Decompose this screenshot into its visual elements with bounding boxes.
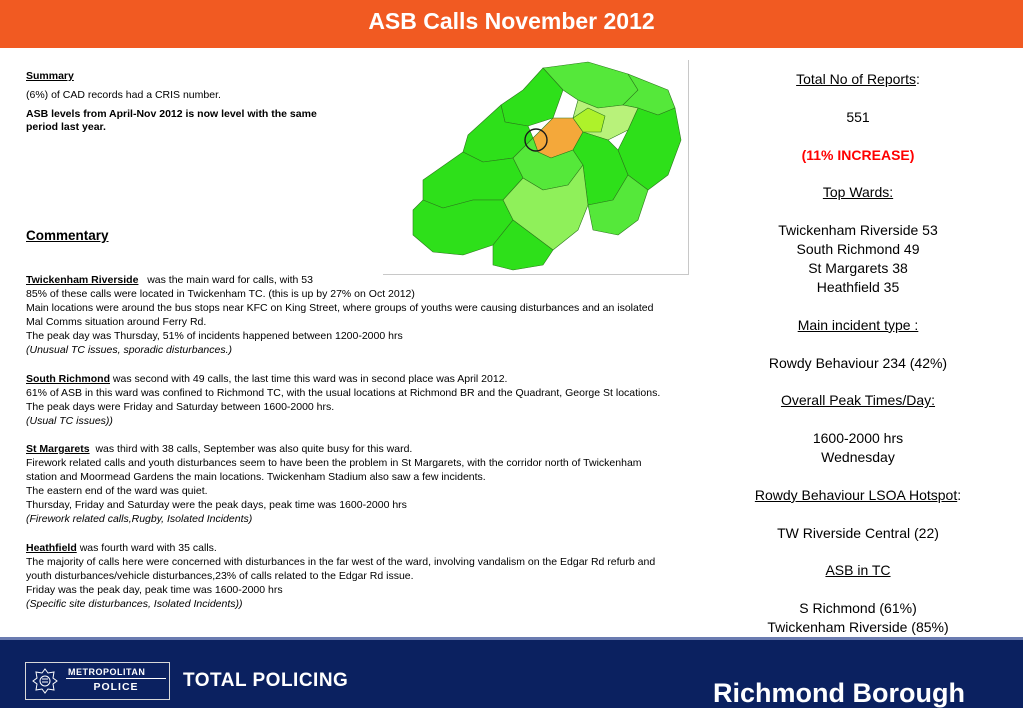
peak-time-value: 1600-2000 hrs [812,430,904,447]
hotspot-colon: : [957,486,962,503]
commentary-note: (Usual TC issues)) [26,414,113,427]
summary-asb-line: ASB levels from April-Nov 2012 is now level with the same period last year. [26,108,317,133]
logo-text-bottom: POLICE [93,681,139,693]
borough-name: Richmond Borough [713,678,965,708]
top-ward-item: Heathfield 35 [816,278,900,295]
peak-day-value: Wednesday [821,449,895,465]
commentary-section [26,273,746,625]
commentary-note: (Specific site disturbances, Isolated Incidents)) [26,597,243,610]
commentary-note: (Firework related calls,Rugby, Isolated Incidents) [26,513,253,526]
ward-name-south-richmond: South Richmond [26,372,110,385]
ward-map [383,60,689,275]
incident-type-label: Main incident type : [797,316,919,333]
summary-cris-line: (6%) of CAD records had a CRIS number. [26,89,221,101]
top-ward-item: St Margarets 38 [808,260,908,276]
summary-heading: Summary [26,70,74,82]
commentary-line: 85% of these calls were located in Twickenham TC. (this is up by 27% on Oct 2012) [26,288,415,301]
top-ward-item: Twickenham Riverside 53 [778,222,938,239]
hotspot-label: Rowdy Behaviour LSOA Hotspot [754,486,958,503]
hotspot-value: TW Riverside Central (22) [777,524,939,541]
commentary-south-richmond [26,372,746,428]
asb-tc-value: Twickenham Riverside (85%) [767,619,949,636]
commentary-note: (Unusual TC issues, sporadic disturbances.) [26,344,233,357]
commentary-line: Main locations were around the bus stops near KFC on King Street, where groups of youths were causing disturbances and an isolated [26,302,654,315]
asb-tc-label: ASB in TC [825,562,891,579]
commentary-line: youth disturbances/vehicle disturbances,23% of calls related to the Edgar Rd issue. [26,569,414,582]
commentary-st-margarets [26,442,746,527]
total-reports-colon: : [915,71,920,87]
top-ward-item: South Richmond 49 [796,241,920,258]
peak-times-label: Overall Peak Times/Day: [780,392,936,409]
commentary-line: station and Moormead Gardens the main locations. Twickenham Stadium also saw a few incidents. [26,471,486,484]
commentary-twickenham [26,273,746,358]
commentary-line: Firework related calls and youth disturbances seem to have been the problem in St Margarets, with the corridor north of Twickenham [26,457,642,470]
commentary-line: The majority of calls here were concerned with disturbances in the far west of the ward, involving vandalism on the Edgar Rd refurb and [26,555,656,568]
page-title: ASB Calls November 2012 [368,8,655,34]
ward-name-twickenham: Twickenham Riverside [26,274,139,286]
commentary-line: The eastern end of the ward was quiet. [26,485,208,498]
total-policing-slogan: TOTAL POLICING [183,670,349,691]
commentary-line: 61% of ASB in this ward was confined to Richmond TC, with the usual locations at Richmond BR and the Quadrant, George St locations. [26,386,661,399]
ward-name-st-margarets: St Margarets [26,442,90,455]
footer-bar [0,637,1023,708]
ward-name-heathfield: Heathfield [26,541,77,554]
increase-badge: (11% INCREASE) [801,146,915,163]
ward-intro-south-richmond: was second with 49 calls, the last time this ward was in second place was April 2012. [112,372,508,385]
ward-intro-twickenham: was the main ward for calls, with 53 [147,274,313,286]
crest-icon [30,667,60,695]
commentary-line: Thursday, Friday and Saturday were the peak days, peak time was 1600-2000 hrs [26,499,407,512]
commentary-heathfield [26,541,746,611]
commentary-line: Mal Comms situation around Ferry Rd. [26,316,207,329]
commentary-line: Friday was the peak day, peak time was 1600-2000 hrs [26,583,283,596]
commentary-line: The peak day was Thursday, 51% of incidents happened between 1200-2000 hrs [26,330,403,343]
asb-tc-value: S Richmond (61%) [799,600,917,617]
commentary-heading: Commentary [26,228,109,243]
ward-intro-heathfield: was fourth ward with 35 calls. [79,541,217,554]
ward-intro-st-margarets: was third with 38 calls, September was also quite busy for this ward. [95,442,413,455]
total-reports-value: 551 [846,108,870,125]
commentary-line: The peak days were Friday and Saturday between 1600-2000 hrs. [26,400,335,413]
incident-type-value: Rowdy Behaviour 234 (42%) [768,354,948,371]
header-bar [0,0,1023,48]
total-reports-label: Total No of Reports [796,71,916,87]
summary-section [26,70,346,140]
stats-sidebar [740,70,976,637]
logo-text-top: METROPOLITAN [68,667,146,677]
top-wards-label: Top Wards: [822,184,894,201]
met-police-logo [25,662,170,700]
